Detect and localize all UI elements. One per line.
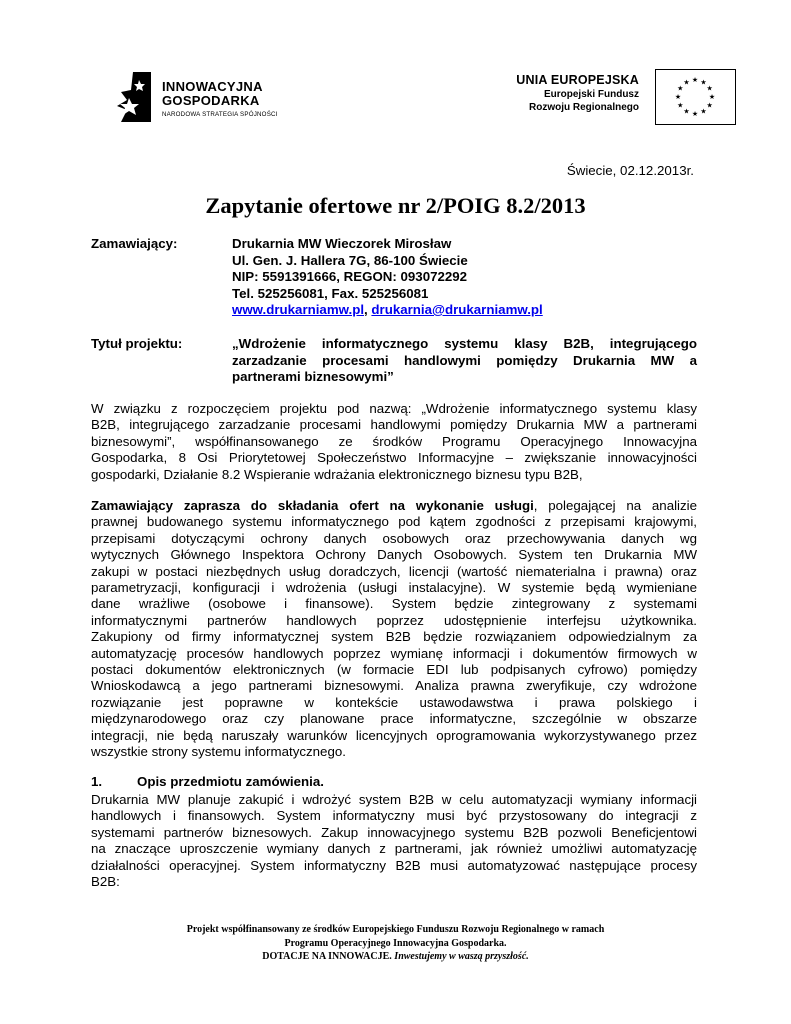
svg-text:★: ★ [700, 78, 707, 87]
footer-line3-bold: DOTACJE NA INNOWACJE. [262, 951, 392, 962]
section1-heading [91, 774, 324, 789]
footer-line2: Programu Operacyjnego Innowacyjna Gospodarka. [284, 937, 507, 949]
invitation-line: informatycznymi partnerów handlowych poprzez udostępnienie interfejsu użytkownika. [91, 612, 697, 628]
invitation-line: prawnej budowanego systemu informatycznego pod kątem zgodności z przepisami krajowymi, [91, 514, 697, 530]
invitation-line: przepisami dotyczącymi ochrony danych osobowych oraz przechowywania danych wg [91, 530, 697, 546]
invitation-line: integracji, nie będą naruszały warunków licencyjnych oprogramowania wykorzystywanego przez [91, 727, 697, 743]
invitation-line: zakupi w postaci niezbędnych usług doradczych, licencji (wartość niematerialna i prawna) oraz [91, 563, 697, 579]
innowacyjna-gospodarka-emblem-icon [115, 70, 153, 124]
page-footer [0, 923, 791, 964]
orderer-name: Drukarnia MW Wieczorek Mirosław [232, 236, 452, 251]
intro-line: biznesowymi”, współfinansowanego ze środków Programu Operacyjnego Innowacyjna [91, 433, 697, 449]
invitation-first-line [91, 498, 697, 514]
invitation-line: międzynarodowego oraz czy planowane prace informatyczne, szczególnie w obszarze [91, 711, 697, 727]
invitation-line: postaci dokumentów elektronicznych (w formacie EDI lub podpisanych cyfrowo) pomiędzy [91, 662, 697, 678]
logo-right-line3: Rozwoju Regionalnego [529, 102, 639, 113]
project-title [232, 336, 697, 386]
section1-line: handlowych i finansowych. System informatyczny musi być przystosowany do integracji z [91, 808, 697, 824]
document-title: Zapytanie ofertowe nr 2/POIG 8.2/2013 [205, 193, 586, 218]
project-title-line2: zarzadzanie procesami handlowymi pomiędzy Drukarnia MW a [232, 352, 697, 368]
invitation-line: Zakupiony od firmy informatycznej system B2B będzie rozwiązaniem odpowiedzialnym za [91, 629, 697, 645]
section1-line: Drukarnia MW planuje zakupić i wdrożyć system B2B w celu automatyzacji wymiany informacji [91, 792, 697, 807]
invitation-line: automatyzację procesów handlowych poprzez wymianę informacji i dokumentów firmowych w [91, 645, 697, 661]
orderer-phone: Tel. 525256081, Fax. 525256081 [232, 285, 429, 301]
invitation-line: rozwiązanie jest poprawne w kontekście ustawodawstwa i prawa polskiego i [91, 694, 697, 710]
svg-text:★: ★ [691, 110, 699, 118]
invitation-bold: Zamawiający zaprasza do składania ofert na wykonanie usługi [91, 498, 534, 513]
invitation-last-line: wszystkie strony systemu informatycznego. [91, 744, 346, 760]
svg-text:★: ★ [700, 107, 707, 116]
intro-last-line: gospodarki, Działanie 8.2 Wspieranie wdrażania elektronicznego biznesu typu B2B, [91, 466, 583, 482]
intro-line: Gospodarka, 8 Osi Priorytetowej Społeczeństwo Informacyjne – zwiększanie innowacyjności [91, 450, 697, 466]
footer-line1: Projekt współfinansowany ze środków Europejskiego Funduszu Rozwoju Regionalnego w ramach [186, 924, 605, 935]
svg-text:★: ★ [683, 107, 690, 116]
svg-text:★: ★ [706, 101, 713, 110]
intro-lines [91, 401, 697, 467]
logo-left-line2: GOSPODARKA [162, 93, 260, 108]
invitation-lines [91, 514, 697, 744]
invitation-line: wytycznych Głównego Inspektora Ochrony Danych Osobowych. System ten Drukarnia MW [91, 547, 697, 563]
section1-number: 1. [91, 774, 103, 789]
orderer-ids: NIP: 5591391666, REGON: 093072292 [232, 269, 468, 284]
logo-right-line2: Europejski Fundusz [543, 89, 639, 100]
section1-line: systemami partnerów biznesowych. Zakup innowacyjnego systemu B2B pozwoli Beneficjentowi [91, 824, 697, 840]
svg-text:★: ★ [708, 93, 716, 101]
footer-line3-italic: Inwestujemy w waszą przyszłość. [394, 951, 529, 962]
svg-text:★: ★ [683, 78, 690, 87]
orderer-address: Ul. Gen. J. Hallera 7G, 86-100 Świecie [232, 252, 468, 268]
intro-paragraph [91, 401, 697, 483]
section1-title: Opis przedmiotu zamówienia. [137, 774, 324, 789]
svg-text:★: ★ [677, 101, 684, 110]
email-link[interactable]: drukarnia@drukarniamw.pl [371, 302, 543, 317]
intro-line: B2B, integrującego zarzadzanie procesami handlowymi pomiędzy Drukarnia MW a partnerami [91, 417, 697, 433]
eu-flag-icon [655, 69, 736, 125]
logo-right-line1: UNIA EUROPEJSKA [516, 73, 639, 87]
document-date: Świecie, 02.12.2013r. [566, 163, 694, 178]
section1-lines [91, 792, 697, 874]
website-link[interactable]: www.drukarniamw.pl [232, 302, 365, 317]
project-title-line3: partnerami biznesowymi” [232, 369, 394, 384]
orderer-contact-links [232, 302, 543, 319]
svg-text:★: ★ [674, 93, 682, 101]
invitation-line: dane wrażliwe (osobowe i finansowe). System będzie zintegrowany z systemami [91, 596, 697, 612]
innowacyjna-gospodarka-logo [115, 70, 305, 126]
section1-last-line: B2B: [91, 874, 120, 890]
footer-line3 [0, 950, 791, 964]
invitation-line: parametryzacji, konfiguracji i wdrożenia (usługi instalacyjne). W systemie będą wymieniane [91, 580, 697, 596]
project-label: Tytuł projektu: [91, 336, 183, 351]
invitation-line: Wnioskodawcą a jego partnerami biznesowymi. Analiza prawna zweryfikuje, czy wdrożone [91, 678, 697, 694]
invitation-paragraph [91, 498, 697, 761]
orderer-label: Zamawiający: [91, 236, 178, 251]
section1-line: na znaczące uproszczenie wymiany danych z partnerami, jak również umożliwi automatyzację [91, 841, 697, 857]
orderer-details [232, 236, 543, 319]
svg-text:★: ★ [677, 84, 684, 93]
eu-stars-icon [656, 70, 734, 123]
eu-logo-text [516, 73, 639, 114]
svg-text:★: ★ [706, 84, 713, 93]
svg-text:★: ★ [691, 76, 699, 84]
link-separator: , [364, 302, 372, 317]
logo-left-line1: INNOWACYJNA [162, 79, 263, 94]
invitation-first-rest: , polegającej na analizie [533, 498, 697, 513]
section1-paragraph [91, 792, 697, 890]
project-title-line1: „Wdrożenie informatycznego systemu klasy B2B, integrującego [232, 336, 697, 351]
intro-line: W związku z rozpoczęciem projektu pod nazwą: „Wdrożenie informatycznego systemu klasy [91, 401, 697, 416]
logo-left-line3: NARODOWA STRATEGIA SPÓJNOŚCI [162, 111, 278, 118]
section1-line: działalności operacyjnej. System informatyczny B2B musi automatyzować następujące procesy [91, 857, 697, 873]
